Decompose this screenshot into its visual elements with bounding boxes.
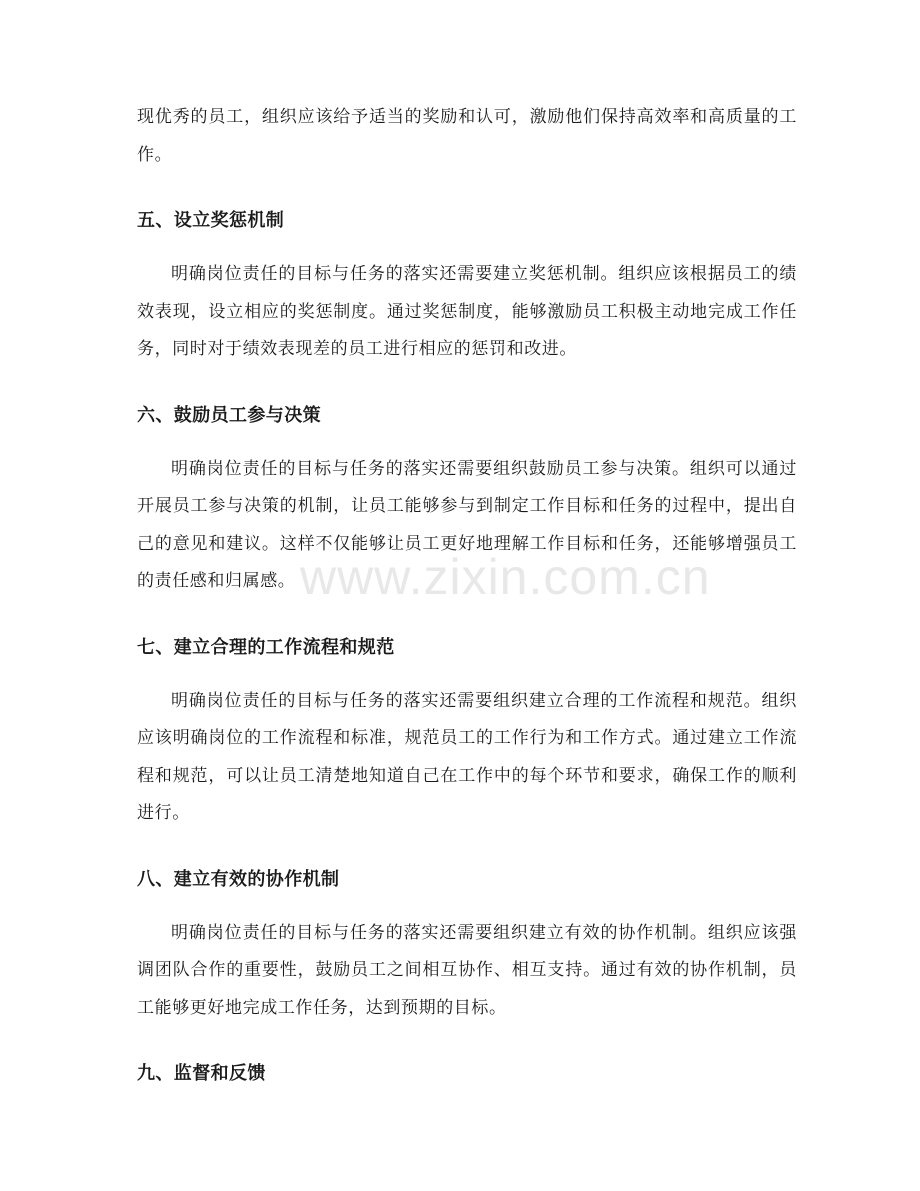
paragraph-continued: 现优秀的员工，组织应该给予适当的奖励和认可，激励他们保持高效率和高质量的工作。 (137, 107, 797, 165)
section-paragraph-6: 明确岗位责任的目标与任务的落实还需要组织鼓励员工参与决策。组织可以通过开展员工参与决策的机制，让员工能够参与到制定工作目标和任务的过程中，提出自己的意见和建议。这样不仅能够让员工更好地理解工作目标和任务，还能够增强员工的责任感和归属感。 (137, 458, 797, 591)
section-heading-6: 六、鼓励员工参与决策 (137, 404, 321, 426)
section-heading-9: 九、监督和反馈 (137, 1063, 266, 1084)
section-heading-5: 五、设立奖惩机制 (137, 210, 285, 231)
section-paragraph-7: 明确岗位责任的目标与任务的落实还需要组织建立合理的工作流程和规范。组织应该明确岗位的工作流程和标准，规范员工的工作行为和工作方式。通过建立工作流程和规范，可以让员工清楚地知道自己在工作中的每个环节和要求，确保工作的顺利进行。 (137, 690, 797, 823)
watermark: www.zixin.com.cn (300, 549, 711, 605)
section-heading-7: 七、建立合理的工作流程和规范 (137, 636, 395, 658)
section-paragraph-5: 明确岗位责任的目标与任务的落实还需要建立奖惩机制。组织应该根据员工的绩效表现，设立相应的奖惩制度。通过奖惩制度，能够激励员工积极主动地完成工作任务，同时对于绩效表现差的员工进行相应的惩罚和改进。 (137, 264, 797, 359)
section-heading-8: 八、建立有效的协作机制 (137, 868, 340, 890)
section-paragraph-8: 明确岗位责任的目标与任务的落实还需要组织建立有效的协作机制。组织应该强调团队合作的重要性，鼓励员工之间相互协作、相互支持。通过有效的协作机制，员工能够更好地完成工作任务，达到预期的目标。 (137, 922, 797, 1018)
document-body (137, 99, 797, 1089)
